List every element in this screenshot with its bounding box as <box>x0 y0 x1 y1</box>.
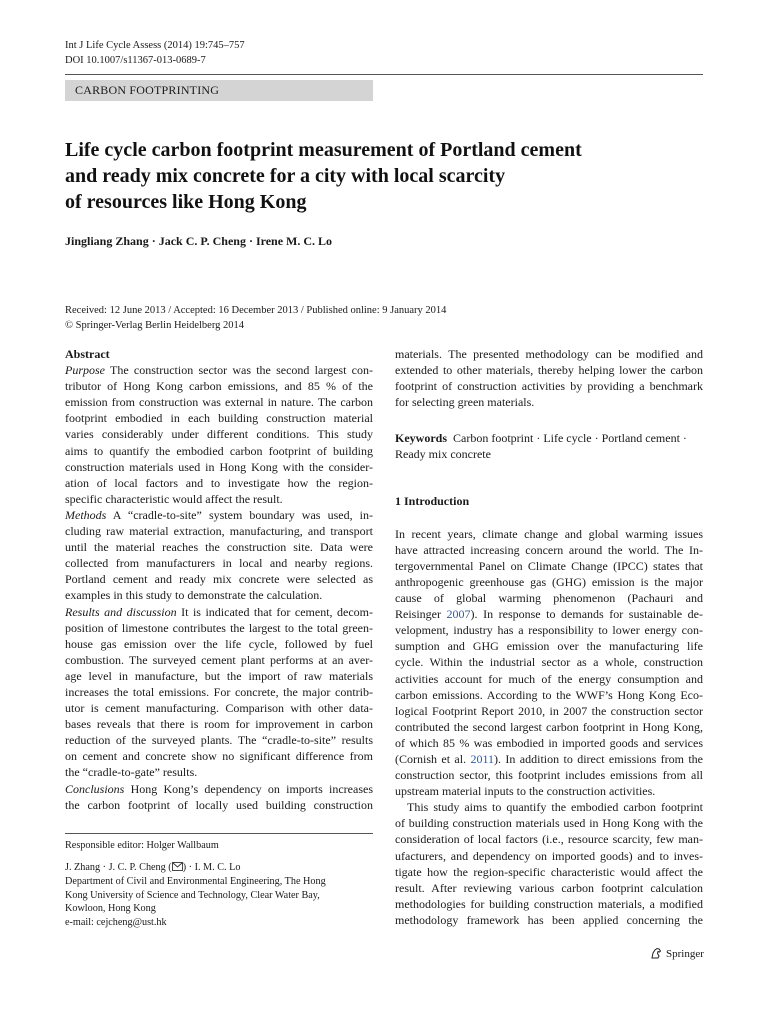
footnote-rule <box>65 833 373 834</box>
abstract-continued-line: extended to other materials, thereby helping lower the carbon <box>395 363 703 378</box>
journal-citation: Int J Life Cycle Assess (2014) 19:745–757 <box>65 40 245 51</box>
abstract-line: varies considerably under different conditions. This study <box>65 427 373 442</box>
abstract-line: specific characteristic would affect the result. <box>65 491 283 506</box>
abstract-line: the carbon footprint of locally used building construction <box>65 797 373 812</box>
doi[interactable]: DOI 10.1007/s11367-013-0689-7 <box>65 55 206 66</box>
publisher-name: Springer <box>666 947 704 960</box>
results-label: Results and discussion <box>65 604 177 619</box>
abstract-line: the “cradle-to-gate” results. <box>65 765 198 780</box>
title-line: and ready mix concrete for a city with local scarcity <box>65 165 506 187</box>
intro-line: result. After reviewing various carbon footprint calculation <box>395 880 703 895</box>
abstract-section <box>65 346 373 813</box>
intro-line: of building construction materials used in Hong Kong with the <box>395 816 703 831</box>
intro-line: ufacturers, and dependency on imported goods) and to inves- <box>395 848 703 863</box>
spacer <box>395 410 703 430</box>
abstract-line: aims to quantify the embodied carbon footprint of building <box>65 443 373 458</box>
abstract-line: age level in manufacture, but the import of raw materials <box>65 668 373 683</box>
intro-line: upstream material inputs to the construction activities. <box>395 784 656 799</box>
abstract-line: Conclusions Hong Kong’s dependency on imports increases <box>65 781 373 796</box>
publisher-logo <box>650 947 704 960</box>
abstract-line: on cement and concrete show no significant difference from <box>65 749 373 764</box>
title-line: Life cycle carbon footprint measurement of Portland cement <box>65 139 582 161</box>
abstract-line: ation of local factors and to investigate how the region- <box>65 475 373 490</box>
citation-link[interactable]: 2011 <box>470 751 495 766</box>
abstract-line: construction materials used in Hong Kong with the consider- <box>65 459 373 474</box>
abstract-line: bases reveals that there is room for improvement in carbon <box>65 717 373 732</box>
abstract-line: reduction of the surveyed plants. The “cradle-to-site” results <box>65 733 373 748</box>
abstract-line: tributor of Hong Kong carbon emissions, and 85 % of the <box>65 379 373 394</box>
abstract-line: position of limestone contributes the largest to the total green- <box>65 620 373 635</box>
author-list: Jingliang Zhang · Jack C. P. Cheng · Irene M. C. Lo <box>65 234 333 248</box>
right-column <box>395 346 703 928</box>
intro-line: This study aims to quantify the embodied carbon footprint <box>407 800 703 815</box>
abstract-line: Methods A “cradle-to-site” system boundary was used, in- <box>65 507 373 522</box>
abstract-line: cluding raw material extraction, manufacturing, and transport <box>65 524 373 539</box>
envelope-icon[interactable] <box>172 862 183 875</box>
spacer <box>395 509 703 526</box>
keywords-line: Keywords Carbon footprint · Life cycle · Portland cement · <box>395 431 687 446</box>
keywords-label: Keywords <box>395 431 447 446</box>
abstract-line: footprint embodied in each building construction material <box>65 411 373 426</box>
responsible-editor: Responsible editor: Holger Wallbaum <box>65 840 219 851</box>
corresponding-email[interactable]: e-mail: cejcheng@ust.hk <box>65 916 167 928</box>
abstract-line: examples in this study to demonstrate the calculation. <box>65 588 323 603</box>
publication-dates <box>65 303 446 333</box>
abstract-continued-line: for selecting green materials. <box>395 395 535 410</box>
affiliation-line: Kong University of Science and Technology, Clear Water Bay, <box>65 889 320 901</box>
affiliation-line: Department of Civil and Environmental Engineering, The Hong <box>65 876 326 888</box>
intro-line: velopment, industry has a responsibility to lower energy con- <box>395 623 703 638</box>
abstract-continued-line: materials. The presented methodology can be modified and <box>395 347 703 361</box>
keywords-line: Ready mix concrete <box>395 447 491 462</box>
intro-line: have attracted increasing concern around the world. The In- <box>395 542 703 557</box>
intro-line: In recent years, climate change and global warming issues <box>395 526 703 541</box>
title-line: of resources like Hong Kong <box>65 191 307 213</box>
received-accepted-published: Received: 12 June 2013 / Accepted: 16 December 2013 / Published online: 9 January 2014 <box>65 305 447 316</box>
abstract-line: Purpose The construction sector was the second largest con- <box>65 363 373 378</box>
intro-line: consideration of local factors (i.e., resource scarcity, few man- <box>395 832 703 847</box>
abstract-line: until the material reaches the construction site. Data were <box>65 540 373 555</box>
intro-line: anthropogenic greenhouse gas (GHG) emission is the major <box>395 574 703 589</box>
intro-line: tigate how the region-specific characteristic would affect the <box>395 864 703 879</box>
affiliation-authors: J. Zhang · J. C. P. Cheng ( ) · I. M. C. Lo <box>65 861 373 875</box>
purpose-label: Purpose <box>65 363 105 378</box>
copyright: © Springer-Verlag Berlin Heidelberg 2014 <box>65 320 245 331</box>
abstract-line: Results and discussion It is indicated that for cement, decom- <box>65 604 374 619</box>
article-title <box>65 137 685 215</box>
author-affiliation <box>65 861 373 929</box>
abstract-heading: Abstract <box>65 347 110 361</box>
intro-line: construction sector, this footprint includes emissions from all <box>395 768 703 783</box>
conclusions-label: Conclusions <box>65 781 125 796</box>
abstract-line: emission from construction was external in nature. The carbon <box>65 395 373 410</box>
intro-line: cause of global warming phenomenon (Pachauri and <box>395 591 703 606</box>
intro-line: of which 85 % was embodied in imported goods and services <box>395 735 703 750</box>
citation-link[interactable]: 2007 <box>446 607 471 622</box>
intro-line: (Cornish et al. 2011). In addition to direct emissions from the <box>395 751 703 766</box>
header-rule <box>65 74 703 75</box>
abstract-line: house gas emission over the life cycle, followed by fuel <box>65 636 373 651</box>
abstract-continued-line: footprint of construction activities by providing a benchmark <box>395 379 703 394</box>
intro-line: tergovernmental Panel on Climate Change (IPCC) states that <box>395 558 703 573</box>
intro-line: contributed the second largest carbon footprint in Hong Kong, <box>395 719 703 734</box>
intro-line: carbon emissions. According to the WWF’s Hong Kong Eco- <box>395 687 703 702</box>
intro-line: cycle. Within the industrial sector as a whole, construction <box>395 655 703 670</box>
abstract-line: collected from manufacturers in local and nearby regions. <box>65 556 373 571</box>
intro-line: sumption and GHG emission over the manufacturing life <box>395 639 703 654</box>
spacer <box>395 463 703 493</box>
intro-line: Reisinger 2007). In response to demands for sustainable de- <box>395 607 703 622</box>
abstract-line: utor is cement manufacturing. Comparison with other data- <box>65 701 373 716</box>
section-heading-introduction: 1 Introduction <box>395 493 470 508</box>
intro-line: methodologies for building construction materials, a modified <box>395 896 703 911</box>
abstract-line: Portland cement and ready mix concrete were selected as <box>65 572 373 587</box>
intro-line: methodology framework has been applied concerning the <box>395 912 703 927</box>
intro-line: activities account for much of the energy consumption and <box>395 671 703 686</box>
intro-line: logical Footprint Report 2010, in 2007 the construction sector <box>395 703 703 718</box>
abstract-line: combustion. The surveyed cement plant performs at an aver- <box>65 652 373 667</box>
abstract-line: increases the total emissions. For concrete, the major contrib- <box>65 684 373 699</box>
category-banner: CARBON FOOTPRINTING <box>65 80 373 101</box>
methods-label: Methods <box>65 507 107 522</box>
springer-horse-icon <box>650 947 663 960</box>
affiliation-line: Kowloon, Hong Kong <box>65 903 156 915</box>
